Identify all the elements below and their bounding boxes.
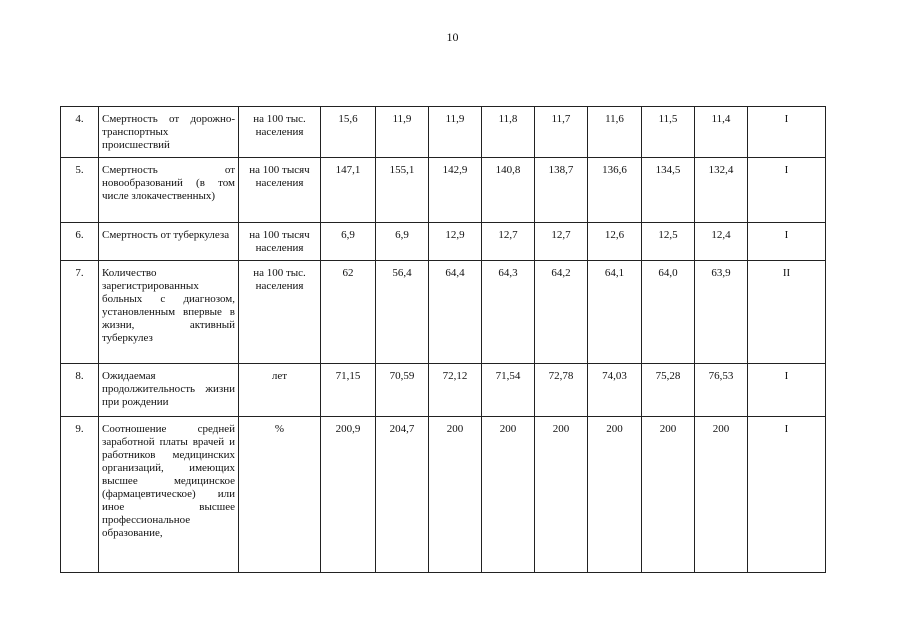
value-cell: 70,59 [376,364,429,417]
value-cell: 11,9 [429,107,482,158]
value-cell: 11,9 [376,107,429,158]
value-cell: 11,7 [535,107,588,158]
value-cell: 11,5 [642,107,695,158]
unit-cell: % [239,417,321,573]
level-cell: I [748,364,826,417]
value-cell: 12,7 [535,223,588,261]
value-cell: 11,6 [588,107,642,158]
indicator-name: Смертность от дорожно-транспортных происшествий [99,107,239,158]
value-cell: 140,8 [482,158,535,223]
indicator-name: Смертность от туберкулеза [99,223,239,261]
unit-cell: лет [239,364,321,417]
value-cell: 132,4 [695,158,748,223]
unit-cell: на 100 тыс. населения [239,261,321,364]
value-cell: 138,7 [535,158,588,223]
value-cell: 12,4 [695,223,748,261]
value-cell: 12,7 [482,223,535,261]
value-cell: 64,2 [535,261,588,364]
value-cell: 72,78 [535,364,588,417]
value-cell: 12,6 [588,223,642,261]
indicators-table [60,106,826,573]
table-row [61,107,826,158]
indicator-name: Количество зарегистрированных больных с диагнозом, установленным впервые в жизни, активный туберкулез [99,261,239,364]
table-row [61,158,826,223]
page-number: 10 [446,30,459,44]
value-cell: 136,6 [588,158,642,223]
table-row [61,261,826,364]
row-number: 6. [61,223,99,261]
value-cell: 200 [535,417,588,573]
value-cell: 56,4 [376,261,429,364]
value-cell: 75,28 [642,364,695,417]
value-cell: 200,9 [321,417,376,573]
value-cell: 200 [642,417,695,573]
table-row [61,417,826,573]
value-cell: 200 [588,417,642,573]
level-cell: II [748,261,826,364]
unit-cell: на 100 тысяч населения [239,158,321,223]
value-cell: 200 [429,417,482,573]
value-cell: 64,1 [588,261,642,364]
row-number: 7. [61,261,99,364]
level-cell: I [748,158,826,223]
indicator-name: Смертность от новообразований (в том числе злокачественных) [99,158,239,223]
level-cell: I [748,417,826,573]
level-cell: I [748,107,826,158]
indicator-name: Соотношение средней заработной платы врачей и работников медицинских организаций, имеющих высшее медицинское (фармацевтическое) или иное высшее профессиональное образование, [99,417,239,573]
value-cell: 200 [482,417,535,573]
value-cell: 147,1 [321,158,376,223]
indicator-name: Ожидаемая продолжительность жизни при рождении [99,364,239,417]
unit-cell: на 100 тысяч населения [239,223,321,261]
value-cell: 71,54 [482,364,535,417]
value-cell: 71,15 [321,364,376,417]
value-cell: 155,1 [376,158,429,223]
row-number: 4. [61,107,99,158]
value-cell: 64,3 [482,261,535,364]
value-cell: 6,9 [376,223,429,261]
table-row [61,223,826,261]
value-cell: 72,12 [429,364,482,417]
table-row [61,364,826,417]
value-cell: 204,7 [376,417,429,573]
value-cell: 12,9 [429,223,482,261]
value-cell: 64,4 [429,261,482,364]
value-cell: 76,53 [695,364,748,417]
row-number: 5. [61,158,99,223]
unit-cell: на 100 тыс. населения [239,107,321,158]
level-cell: I [748,223,826,261]
value-cell: 15,6 [321,107,376,158]
value-cell: 6,9 [321,223,376,261]
row-number: 8. [61,364,99,417]
value-cell: 62 [321,261,376,364]
value-cell: 63,9 [695,261,748,364]
value-cell: 11,4 [695,107,748,158]
value-cell: 64,0 [642,261,695,364]
value-cell: 11,8 [482,107,535,158]
value-cell: 142,9 [429,158,482,223]
value-cell: 134,5 [642,158,695,223]
value-cell: 74,03 [588,364,642,417]
value-cell: 12,5 [642,223,695,261]
row-number: 9. [61,417,99,573]
value-cell: 200 [695,417,748,573]
